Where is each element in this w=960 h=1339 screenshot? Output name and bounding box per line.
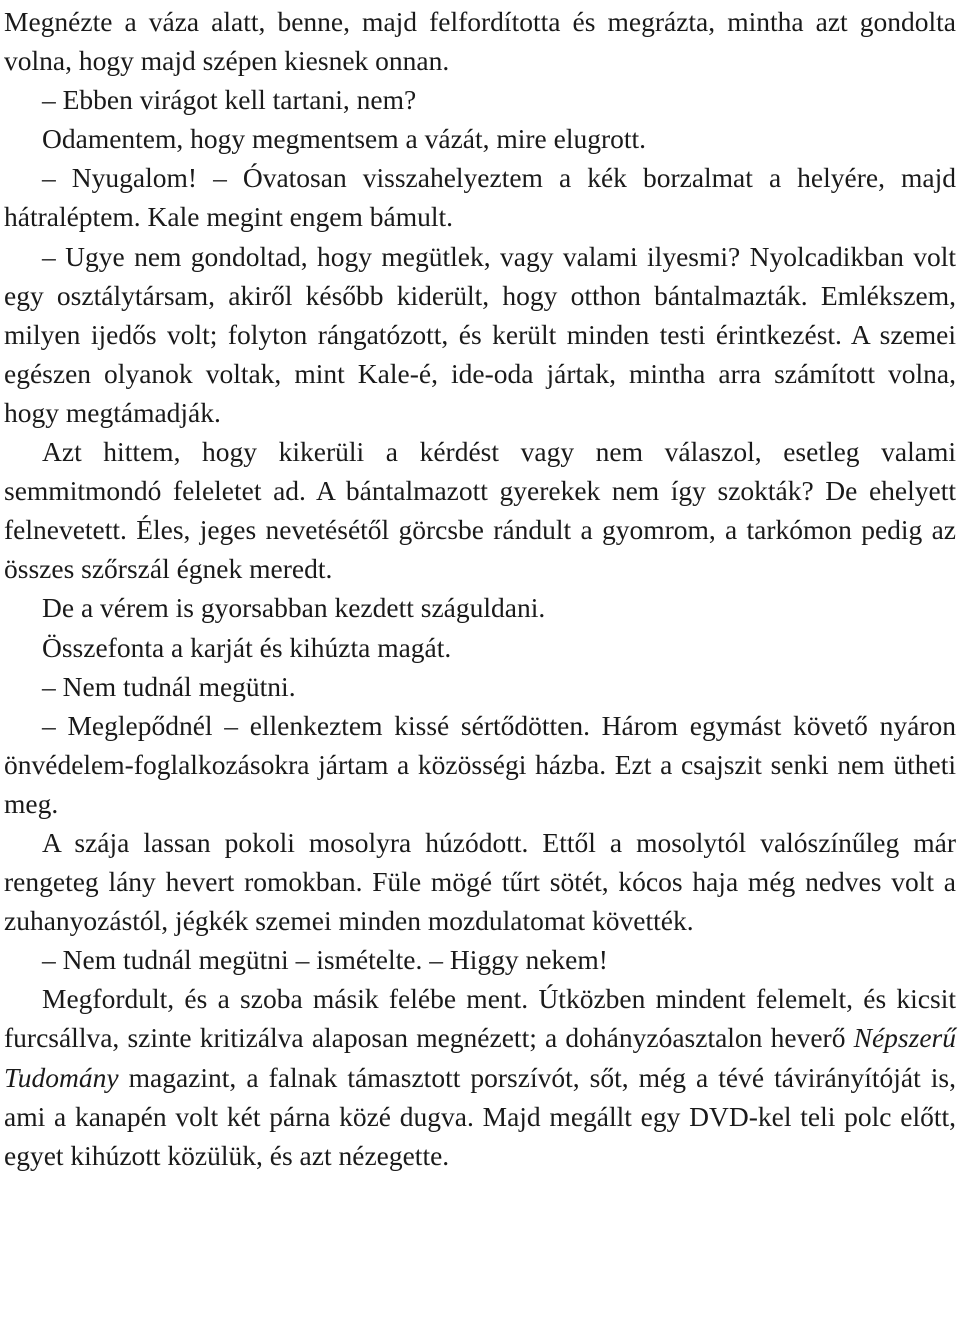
paragraph-text: De a vérem is gyorsabban kezdett száguldani. bbox=[42, 592, 546, 624]
paragraph bbox=[4, 940, 956, 979]
paragraph-text: – Ebben virágot kell tartani, nem? bbox=[42, 84, 417, 116]
paragraph bbox=[4, 432, 956, 588]
paragraph bbox=[4, 80, 956, 119]
paragraph bbox=[4, 667, 956, 706]
paragraph bbox=[4, 237, 956, 432]
paragraph bbox=[4, 628, 956, 667]
paragraph-text: – Nem tudnál megütni – ismételte. – Higgy nekem! bbox=[42, 944, 608, 976]
paragraph bbox=[4, 706, 956, 823]
text-body bbox=[4, 2, 956, 1175]
paragraph-text: Megfordult, és a szoba másik felébe ment. Útközben mindent felemelt, és kicsit furcsállva, szinte kritizálva alaposan megnézett; a dohányzóasztalon heverő bbox=[4, 983, 956, 1054]
paragraph-text: Megnézte a váza alatt, benne, majd felfordította és megrázta, mintha azt gondolta volna, hogy majd szépen kiesnek onnan. bbox=[4, 6, 956, 77]
paragraph bbox=[4, 823, 956, 940]
paragraph-text: Azt hittem, hogy kikerüli a kérdést vagy nem válaszol, esetleg valami semmitmondó feleletet ad. A bántalmazott gyerekek nem így szokták? De ehelyett felnevetett. Éles, jeges nevetésétől görcsbe rándult a gyomrom, a tarkómon pedig az összes szőrszál égnek meredt. bbox=[4, 436, 956, 585]
paragraph bbox=[4, 2, 956, 80]
paragraph-text: – Nyugalom! – Óvatosan visszahelyeztem a kék borzalmat a helyére, majd hátraléptem. Kale megint engem bámult. bbox=[4, 162, 956, 233]
paragraph bbox=[4, 158, 956, 236]
paragraph bbox=[4, 588, 956, 627]
paragraph-text: – Meglepődnél – ellenkeztem kissé sértődötten. Három egymást követő nyáron önvédelem-foglalkozásokra jártam a közösségi házba. Ezt a csajszit senki nem ütheti meg. bbox=[4, 709, 956, 819]
paragraph-text: magazint, a falnak támasztott porszívót, sőt, még a tévé távirányítóját is, ami a kanapén volt két párna közé dugva. Majd megállt egy DVD-kel teli polc előtt, egyet kihúzott közülük, és azt nézegette. bbox=[4, 1061, 956, 1171]
paragraph bbox=[4, 119, 956, 158]
paragraph-text: – Nem tudnál megütni. bbox=[42, 670, 296, 702]
paragraph bbox=[4, 979, 956, 1174]
paragraph-text: Összefonta a karját és kihúzta magát. bbox=[42, 631, 452, 663]
paragraph-text: Odamentem, hogy megmentsem a vázát, mire elugrott. bbox=[42, 123, 647, 155]
italic-title-text: Népszerű Tudomány bbox=[4, 1022, 956, 1093]
paragraph-text: A szája lassan pokoli mosolyra húzódott. Ettől a mosolytól valószínűleg már rengeteg lány hevert romokban. Füle mögé tűrt sötét, kócos haja még nedves volt a zuhanyozástól, jégkék szemei minden mozdulatomat követték. bbox=[4, 826, 956, 937]
paragraph-text: – Ugye nem gondoltad, hogy megütlek, vagy valami ilyesmi? Nyolcadikban volt egy osztálytársam, akiről később kiderült, hogy otthon bántalmazták. Emlékszem, milyen ijedős volt; folyton rángatózott, és került minden testi érintkezést. A szemei egészen olyanok voltak, mint Kale-é, ide-oda jártak, mintha arra számított volna, hogy megtámadják. bbox=[4, 240, 956, 428]
